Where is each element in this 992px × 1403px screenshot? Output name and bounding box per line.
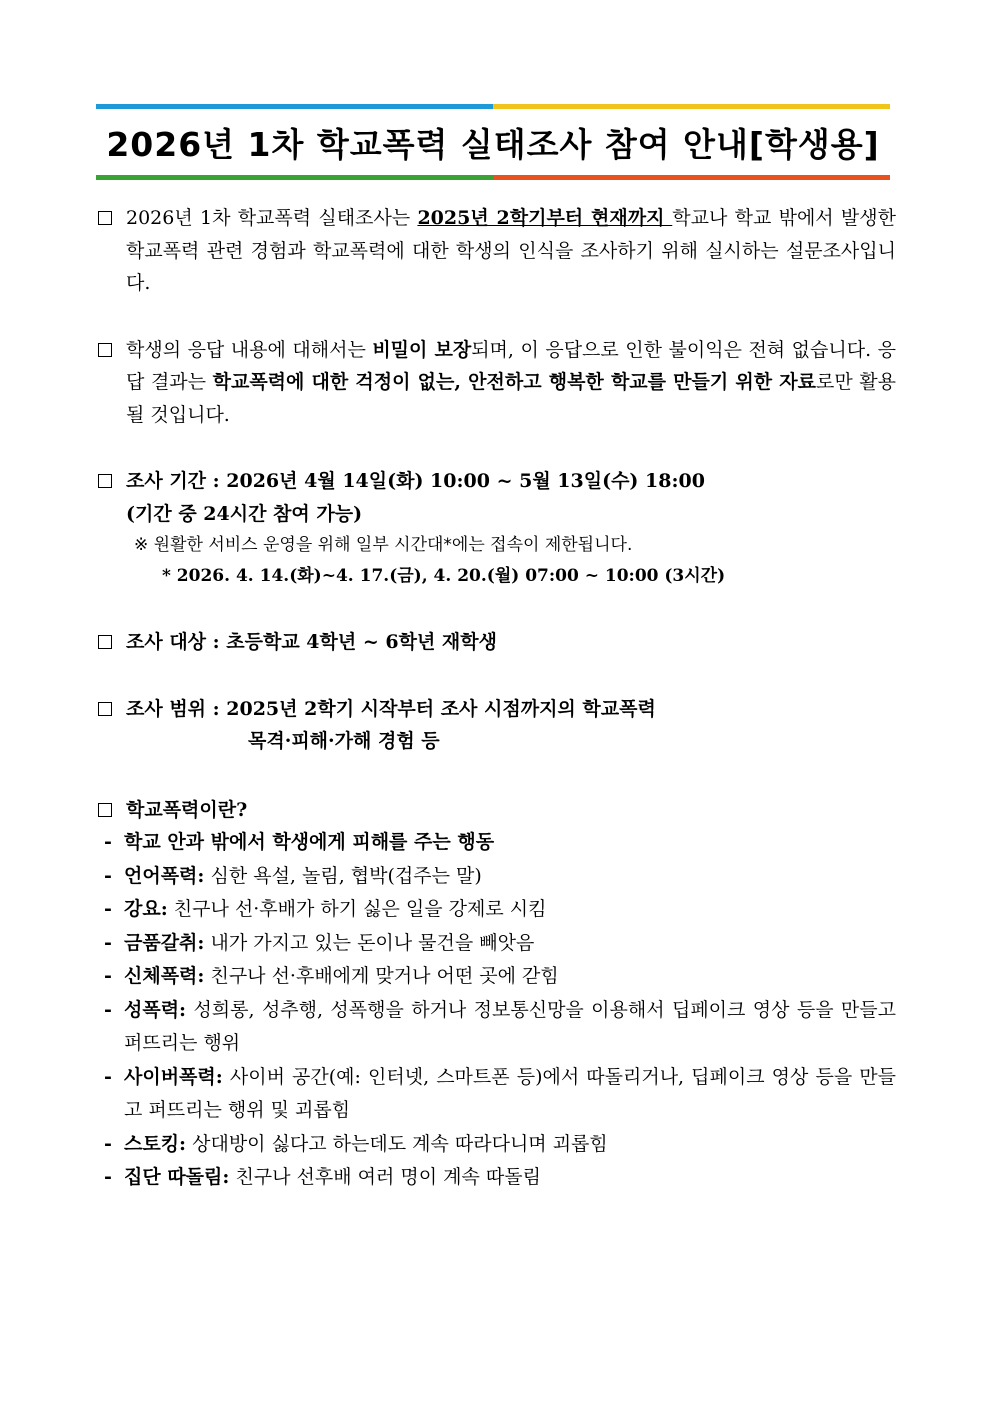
page-title: 2026년 1차 학교폭력 실태조사 참여 안내[학생용] xyxy=(106,124,880,164)
checkbox-bullet-icon xyxy=(98,635,112,649)
definition-list xyxy=(104,826,896,1195)
survey-period: 조사 기간 : 2026년 4월 14일(화) 10:00 ~ 5월 13일(수) 18:00 xyxy=(126,470,705,492)
list-item: - 강요: 친구나 선·후배가 하기 싫은 일을 강제로 시킴 xyxy=(104,898,547,920)
checkbox-bullet-icon xyxy=(98,474,112,488)
section-confidentiality xyxy=(96,334,896,432)
survey-target: 조사 대상 : 초등학교 4학년 ~ 6학년 재학생 xyxy=(126,631,497,653)
title-banner xyxy=(96,104,890,180)
checkbox-bullet-icon xyxy=(98,803,112,817)
section-survey-target xyxy=(96,626,896,659)
list-item: - 사이버폭력: 사이버 공간(예: 인터넷, 스마트폰 등)에서 따돌리거나, 딥페이크 영상 등을 만들고 퍼뜨리는 행위 및 괴롭힘 xyxy=(104,1065,896,1121)
restriction-times: * 2026. 4. 14.(화)~4. 17.(금), 4. 20.(월) 07:00 ~ 10:00 (3시간) xyxy=(162,566,726,586)
checkbox-bullet-icon xyxy=(98,211,112,225)
section-survey-period xyxy=(96,465,896,592)
survey-period-note: (기간 중 24시간 참여 가능) xyxy=(126,502,363,525)
section-survey-scope xyxy=(96,693,896,758)
list-item: - 집단 따돌림: 친구나 선후배 여러 명이 계속 따돌림 xyxy=(104,1166,541,1188)
survey-scope-continued: 목격·피해·가해 경험 등 xyxy=(248,730,440,752)
document-body xyxy=(96,202,896,1195)
list-item: - 신체폭력: 친구나 선·후배에게 맞거나 어떤 곳에 갇힘 xyxy=(104,965,559,987)
title-bottom-bar xyxy=(96,175,890,180)
section-definition xyxy=(96,794,896,827)
checkbox-bullet-icon xyxy=(98,702,112,716)
period-highlight: 2025년 2학기부터 현재까지 xyxy=(417,207,673,229)
section-survey-purpose xyxy=(96,202,896,300)
list-item: - 성폭력: 성희롱, 성추행, 성폭행을 하거나 정보통신망을 이용해서 딥페이크 영상 등을 만들고 퍼뜨리는 행위 xyxy=(104,998,896,1054)
confidentiality-text: 학생의 응답 내용에 대해서는 비밀이 보장되며, 이 응답으로 인한 불이익은 전혀 없습니다. 응답 결과는 학교폭력에 대한 걱정이 없는, 안전하고 행복한 학교를 만들기 위한 자료로만 활용될 것입니다. xyxy=(126,338,896,426)
list-item: - 금품갈취: 내가 가지고 있는 돈이나 물건을 빼앗음 xyxy=(104,931,535,954)
list-item: - 언어폭력: 심한 욕설, 놀림, 협박(겁주는 말) xyxy=(104,864,482,887)
list-item: - 학교 안과 밖에서 학생에게 피해를 주는 행동 xyxy=(104,831,495,853)
survey-purpose-text: 2026년 1차 학교폭력 실태조사는 2025년 2학기부터 현재까지 학교나 학교 밖에서 발생한 학교폭력 관련 경험과 학교폭력에 대한 학생의 인식을 조사하기 위해 실시하는 설문조사입니다. xyxy=(126,207,896,294)
access-restriction-note: ※ 원활한 서비스 운영을 위해 일부 시간대*에는 접속이 제한됩니다. xyxy=(134,535,633,555)
list-item: - 스토킹: 상대방이 싫다고 하는데도 계속 따라다니며 괴롭힘 xyxy=(104,1132,608,1155)
checkbox-bullet-icon xyxy=(98,343,112,357)
survey-scope: 조사 범위 : 2025년 2학기 시작부터 조사 시점까지의 학교폭력 xyxy=(126,697,656,720)
definition-heading: 학교폭력이란? xyxy=(126,798,248,821)
